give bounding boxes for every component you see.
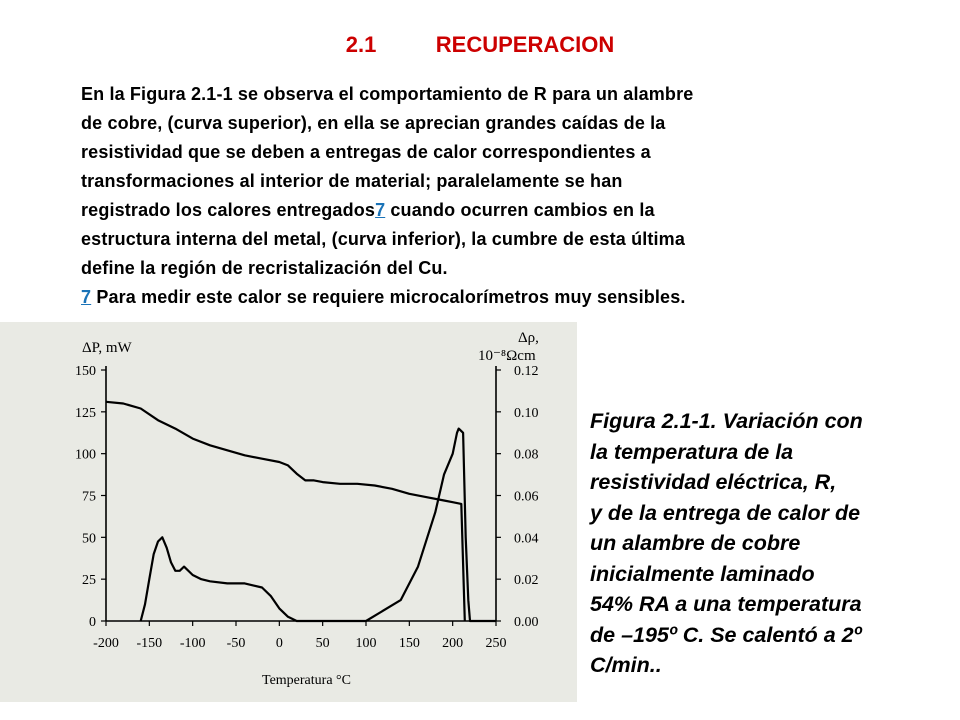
x-axis-label: Temperatura °C bbox=[262, 673, 351, 688]
section-title-text: RECUPERACION bbox=[435, 32, 615, 57]
footnote-number-link[interactable]: 7 bbox=[81, 287, 92, 307]
paragraph-line: En la Figura 2.1-1 se observa el comportamiento de R para un alambre bbox=[81, 84, 694, 104]
caption-line: y de la entrega de calor de bbox=[590, 500, 861, 525]
y-right-tick-label: 0.04 bbox=[514, 531, 539, 547]
caption-line: Figura 2.1-1. Variación con bbox=[590, 409, 863, 433]
section-number: 2.1 bbox=[345, 32, 377, 57]
caption-line: inicialmente laminado bbox=[590, 561, 815, 586]
figure-panel bbox=[0, 322, 577, 702]
x-tick-label: 250 bbox=[485, 636, 507, 651]
y-right-tick-label: 0.12 bbox=[514, 364, 539, 379]
x-tick-label: 200 bbox=[442, 636, 464, 651]
paragraph-line: estructura interna del metal, (curva inferior), la cumbre de esta última bbox=[81, 229, 685, 249]
y-left-tick-label: 100 bbox=[75, 447, 96, 463]
caption-line: resistividad eléctrica, R, bbox=[590, 470, 837, 494]
resistivity-curve bbox=[106, 402, 465, 621]
y-right-axis-label-line2: 10⁻⁸Ωcm bbox=[478, 348, 536, 364]
paragraph-text: cuando ocurren cambios en la bbox=[385, 200, 655, 220]
y-left-tick-label: 150 bbox=[75, 364, 96, 379]
paragraph-line bbox=[81, 196, 901, 225]
caption-line: un alambre de cobre bbox=[590, 531, 801, 555]
y-left-tick-label: 0 bbox=[89, 615, 96, 630]
chart bbox=[0, 322, 577, 702]
y-right-tick-label: 0.00 bbox=[514, 615, 539, 630]
chart-series bbox=[106, 402, 496, 621]
section-title bbox=[0, 32, 960, 58]
y-left-axis-label: ΔP, mW bbox=[82, 340, 132, 356]
caption-line: 54% RA a una temperatura bbox=[590, 592, 862, 616]
y-right-axis-label-line1: Δρ, bbox=[518, 330, 539, 346]
x-tick-label: 100 bbox=[355, 636, 377, 651]
y-right-tick-label: 0.08 bbox=[514, 447, 539, 463]
body-paragraph bbox=[81, 80, 901, 312]
y-right-tick-label: 0.02 bbox=[514, 573, 539, 589]
paragraph-line: define la región de recristalización del Cu. bbox=[81, 258, 448, 278]
x-tick-label: -50 bbox=[226, 636, 246, 651]
caption-line: C/min.. bbox=[590, 653, 662, 677]
paragraph-line: transformaciones al interior de material; paralelamente se han bbox=[81, 171, 623, 191]
x-tick-label: 0 bbox=[275, 636, 283, 651]
y-left-tick-label: 50 bbox=[82, 531, 96, 547]
x-tick-label: -150 bbox=[136, 636, 163, 651]
footnote-text: Para medir este calor se requiere microcalorímetros muy sensibles. bbox=[91, 287, 686, 307]
figure-caption bbox=[590, 406, 950, 681]
x-tick-label: 150 bbox=[398, 636, 420, 651]
y-right-tick-label: 0.10 bbox=[514, 405, 539, 421]
paragraph-text: registrado los calores entregados bbox=[81, 200, 376, 220]
footnote-line bbox=[81, 283, 901, 312]
x-tick-label: -100 bbox=[179, 636, 206, 651]
heat-release-curve bbox=[141, 429, 496, 621]
x-tick-label: -200 bbox=[93, 636, 119, 651]
y-right-tick-label: 0.06 bbox=[514, 489, 539, 505]
y-left-tick-label: 25 bbox=[82, 573, 96, 589]
y-left-tick-label: 75 bbox=[82, 489, 96, 505]
x-tick-label: 50 bbox=[315, 636, 330, 651]
caption-line: la temperatura de la bbox=[590, 439, 794, 464]
y-left-tick-label: 125 bbox=[75, 405, 96, 421]
chart-axes bbox=[106, 366, 496, 621]
footnote-reference-link[interactable]: 7 bbox=[375, 200, 386, 220]
paragraph-line: resistividad que se deben a entregas de calor correspondientes a bbox=[81, 142, 651, 162]
caption-line: de –195º C. Se calentó a 2º bbox=[590, 622, 862, 647]
paragraph-line: de cobre, (curva superior), en ella se aprecian grandes caídas de la bbox=[81, 113, 666, 133]
